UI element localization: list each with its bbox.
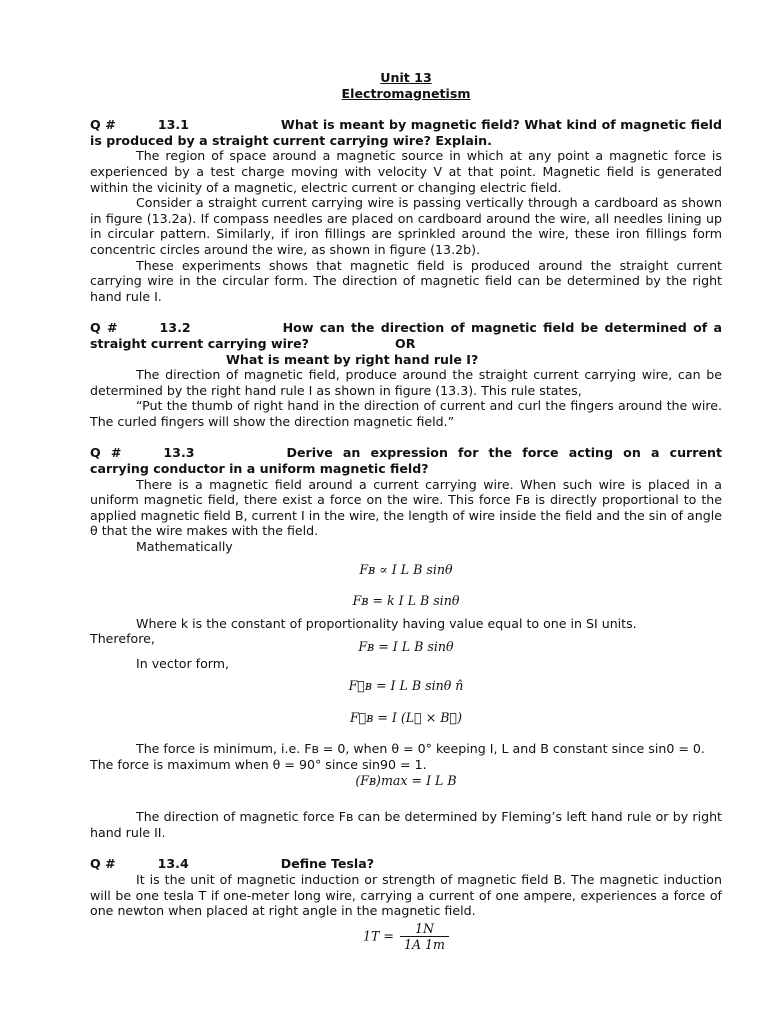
equation-max-force: (Fʙ)max = I L B	[355, 772, 457, 788]
vector-form-label: In vector form,	[136, 655, 230, 671]
answer-paragraph: The region of space around a magnetic source in which at any point a magnetic force is experienced by a test charge moving with velocity V at that point. Magnetic field is generated within the vicinity of a magnetic, electric current or changing electric field.	[90, 148, 722, 195]
question-number: 13.3	[163, 445, 195, 461]
document-page	[90, 70, 722, 960]
or-label: OR	[394, 335, 416, 351]
fraction-denominator: 1A 1m	[403, 937, 446, 953]
question-number: 13.2	[159, 320, 191, 336]
tesla-lhs: 1T =	[362, 928, 394, 944]
question-label: Q #	[90, 320, 118, 336]
fraction-numerator: 1N	[400, 921, 449, 938]
question-label: Q #	[90, 856, 116, 872]
equation-vector-2: F⃗ʙ = I (L⃗ × B⃗)	[349, 709, 463, 725]
quoted-rule: “Put the thumb of right hand in the direction of current and curl the fingers around the wire. The curled fingers will show the direction magnetic field.”	[90, 398, 722, 429]
minimum-force-text: The force is minimum, i.e. Fʙ = 0, when θ = 0° keeping I, L and B constant since sin0 = 0.	[136, 741, 705, 757]
equation-force: Fʙ = I L B sinθ	[358, 639, 454, 654]
answer-paragraph: The direction of magnetic field, produce around the straight current carrying wire, can be determined by the right hand rule I as shown in figure (13.3). This rule states,	[90, 367, 722, 398]
question-title: What is meant by magnetic field? What kind of magnetic field is produced by a straight current carrying wire? Explain.	[90, 117, 722, 148]
question-number: 13.1	[157, 117, 189, 133]
therefore-label: Therefore,	[90, 631, 155, 647]
answer-paragraph: Where k is the constant of proportionality having value equal to one in SI units.	[136, 615, 637, 631]
equation-vector-1: F⃗ʙ = I L B sinθ n̂	[348, 678, 464, 694]
question-title: Derive an expression for the force acting on a current carrying conductor in a uniform magnetic field?	[90, 445, 722, 477]
question-13-1	[90, 117, 722, 148]
answer-paragraph: There is a magnetic field around a current carrying wire. When such wire is placed in a uniform magnetic field, there exist a force on the wire. This force Fʙ is directly proportional to the applied magnetic field B, current I in the wire, the length of wire inside the field and the sin of angle θ that the wire makes with the field.	[90, 476, 722, 539]
unit-title: Unit 13	[380, 70, 432, 85]
answer-paragraph: Consider a straight current carrying wire is passing vertically through a cardboard as shown in figure (13.2a). If compass needles are placed on cardboard around the wire, all needles lining up in circular pattern. Similarly, if iron fillings are sprinkled around the wire, these iron fillings form concentric circles around the wire, as shown in figure (13.2b).	[90, 195, 722, 257]
mathematically-label: Mathematically	[136, 539, 233, 555]
question-13-4	[90, 856, 722, 872]
equation-tesla	[90, 921, 722, 953]
question-13-3	[90, 445, 722, 476]
tesla-fraction	[400, 921, 449, 953]
question-13-2	[90, 320, 722, 351]
answer-paragraph: It is the unit of magnetic induction or strength of magnetic field B. The magnetic induction will be one tesla T if one-meter long wire, carrying a current of one ampere, experiences a force of one newton when placed at right angle in the magnetic field.	[90, 871, 722, 919]
question-title: How can the direction of magnetic field be determined of a straight current carrying wire?	[90, 320, 722, 351]
question-label: Q #	[90, 117, 116, 133]
equation-proportional: Fʙ ∝ I L B sinθ	[359, 561, 453, 577]
question-title: Define Tesla?	[280, 856, 375, 872]
equation-constant: Fʙ = k I L B sinθ	[352, 593, 460, 609]
question-label: Q #	[90, 445, 122, 461]
question-alt-title: What is meant by right hand rule I?	[226, 351, 479, 367]
answer-paragraph: These experiments shows that magnetic field is produced around the straight current carrying wire in the circular form. The direction of magnetic field can be determined by the right hand rule I.	[90, 257, 722, 304]
question-number: 13.4	[157, 856, 189, 872]
topic-title: Electromagnetism	[341, 85, 471, 101]
maximum-force-text: The force is maximum when θ = 90° since sin90 = 1.	[90, 756, 427, 772]
answer-paragraph: The direction of magnetic force Fʙ can be determined by Fleming’s left hand rule or by right hand rule II.	[90, 809, 722, 840]
